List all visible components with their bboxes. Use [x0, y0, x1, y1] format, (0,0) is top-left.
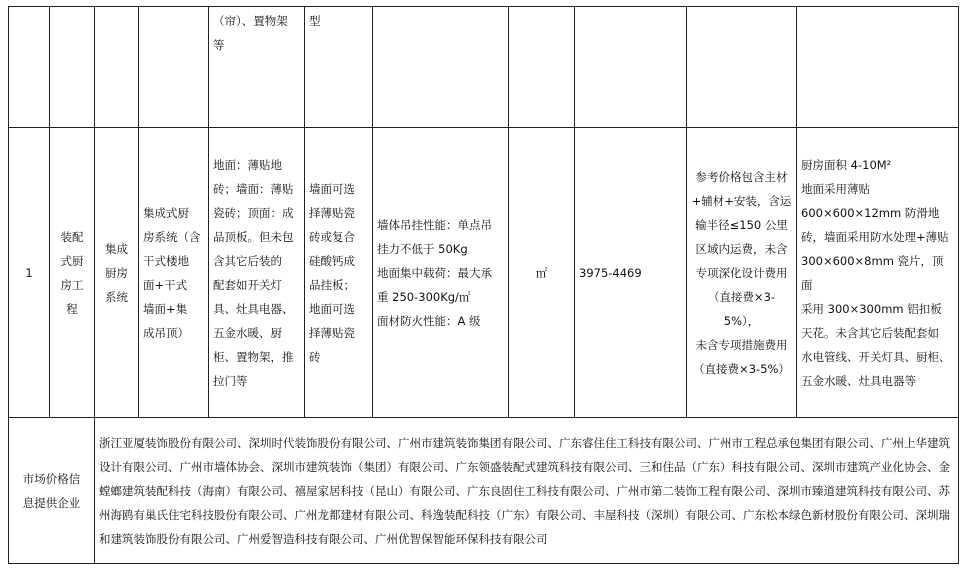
cell-price-note-cont: [687, 7, 797, 128]
cell-price: 3975-4469: [575, 128, 687, 418]
cell-price-note: 参考价格包含主材 +辅材+安装，含运 输半径≤150 公里 区域内运费，未含 专项深化设计费用 （直接费×3-5%）， 未含专项措施费用 （直接费×3-5%）: [687, 128, 797, 418]
cell-remark: 厨房面积 4-10M² 地面采用薄贴 600×600×12mm 防滑地 砖，墙面采用防水处理+薄贴 300×600×8mm 瓷片，顶面 采用 300×300mm 铝扣板 天花。未含其它后装配套如 水电管线、开关灯具、厨柜、 五金水暖、灶具电器等: [797, 128, 959, 418]
cell-options: 墙面可选 择薄贴瓷 砖或复合 硅酸钙成 品挂板； 地面可选 择薄贴瓷 砖: [305, 128, 373, 418]
cell-performance: 墙体吊挂性能：单点吊 挂力不低于 50Kg 地面集中载荷：最大承 重 250-300Kg/㎡ 面材防火性能：A 级: [373, 128, 509, 418]
cell-price-cont: [575, 7, 687, 128]
providers-label: 市场价格信 息提供企业: [9, 418, 95, 564]
cell-category-cont: [50, 7, 95, 128]
table-row-item: [9, 128, 959, 418]
cell-index-cont: [9, 7, 50, 128]
cell-performance-cont: [373, 7, 509, 128]
cell-index: 1: [9, 128, 50, 418]
cell-materials: 地面：薄贴地 砖；墙面：薄贴 瓷砖；顶面：成 品顶板。但未包 含其它后装的 配套如开关灯 具、灶具电器、 五金水暖、厨 柜、置物架，推 拉门等: [209, 128, 305, 418]
cell-name-cont: [95, 7, 139, 128]
cell-unit-cont: [509, 7, 575, 128]
cell-materials-cont: （帘）、置物架 等: [209, 7, 305, 128]
table-row-continued: [9, 7, 959, 128]
price-table: [8, 6, 959, 564]
cell-system: 集成式厨 房系统（含 干式楼地 面+干式 墙面+集 成吊顶）: [139, 128, 209, 418]
providers-list: 浙江亚厦装饰股份有限公司、深圳时代装饰股份有限公司、广州市建筑装饰集团有限公司、广东睿住住工科技有限公司、广州市工程总承包集团有限公司、广州上华建筑设计有限公司、广州市墙体协会、深圳市建筑装饰（集团）有限公司、广东领盛装配式建筑科技有限公司、三和住品（广东）科技有限公司、深圳市建筑产业化协会、金螳螂建筑装配科技（海南）有限公司、禧屋家居科技（昆山）有限公司、广东良固住工科技有限公司、广州市第二装饰工程有限公司、深圳市臻道建筑科技有限公司、苏州海鸥有巢氏住宅科技股份有限公司、广州龙都建材有限公司、科逸装配科技（广东）有限公司、丰屋科技（深圳）有限公司、广东松本绿色新材股份有限公司、深圳瑞和建筑装饰股份有限公司、广州爱智造科技有限公司、广州优智保智能环保科技有限公司: [95, 418, 959, 564]
table-row-providers: [9, 418, 959, 564]
cell-remark-cont: [797, 7, 959, 128]
cell-category: 装配 式厨 房工 程: [50, 128, 95, 418]
cell-options-cont: 型: [305, 7, 373, 128]
cell-name: 集成 厨房 系统: [95, 128, 139, 418]
cell-unit: ㎡: [509, 128, 575, 418]
cell-system-cont: [139, 7, 209, 128]
